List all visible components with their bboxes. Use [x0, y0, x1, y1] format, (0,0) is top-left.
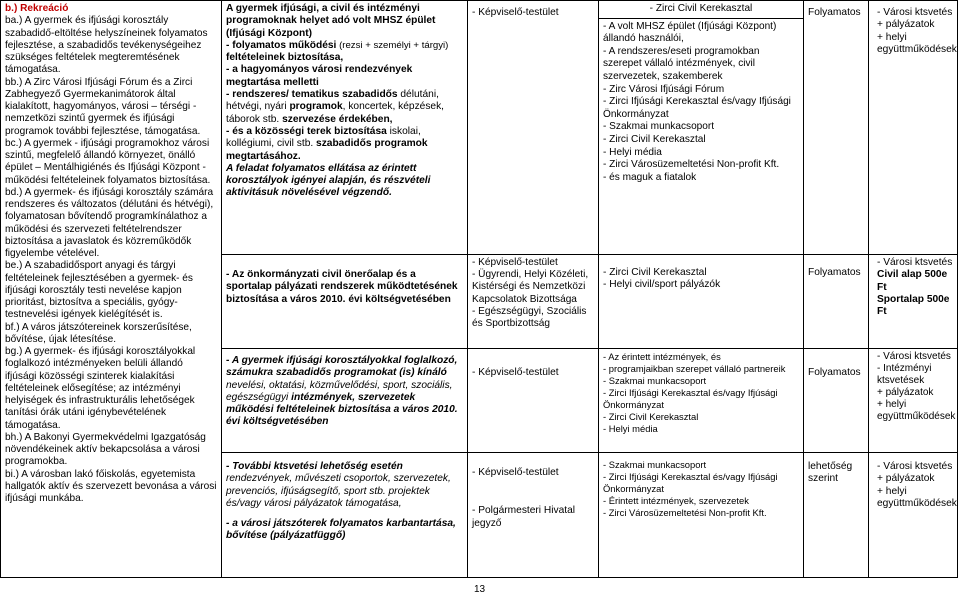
deadline-text: Folyamatos — [808, 267, 861, 278]
deadline-cell — [804, 453, 869, 578]
task-text: - a hagyományos városi rendezvények megtartása melletti — [226, 64, 413, 88]
task-text: délutáni, hétvégi, nyári — [226, 89, 439, 113]
partner-item: - Zirci Civil Kerekasztal — [603, 133, 706, 145]
partner-item: - Zirci Ifjúsági Kerekasztal és/vagy Ifjúsági Önkormányzat — [603, 471, 778, 494]
task-cell — [222, 1, 468, 255]
partner-item: - Szakmai munkacsoport — [603, 375, 707, 386]
funding-item: - Városi ktsvetés — [877, 351, 951, 362]
partner-item: - A rendszeres/eseti programokban szerepet vállaló intézmények, civil szervezetek, szakemberek — [603, 45, 760, 82]
funding-cell — [869, 255, 958, 349]
page-number: 13 — [473, 584, 486, 595]
partner-item: - Szakmai munkacsoport — [603, 459, 707, 470]
deadline-text: Folyamatos — [808, 367, 861, 378]
objective-bf: bf.) A város játszótereinek korszerűsítése, bővítése, újak létesítése. — [5, 321, 192, 345]
responsible-text: - Képviselő-testület — [472, 257, 558, 268]
responsible-text: - Képviselő-testület — [472, 367, 559, 378]
partner-item: - Zirci Civil Kerekasztal — [603, 267, 707, 278]
partner-item: - Zirci Városüzemeltetési Non-profit Kft. — [603, 159, 780, 171]
partner-item: - Helyi média — [603, 423, 658, 434]
objectives-cell — [1, 1, 222, 578]
task-cell — [222, 255, 468, 349]
responsible-text: - Egészségügyi, Szociális és Sportbizottság — [472, 305, 587, 330]
partner-item: - Zirci Ifjúsági Kerekasztal és/vagy Ifjúsági Önkormányzat — [603, 387, 778, 410]
deadline-cell — [804, 1, 869, 255]
task-cell — [222, 453, 468, 578]
partner-item: - és maguk a fiatalok — [603, 171, 697, 183]
responsible-text: - Képviselő-testület — [472, 467, 559, 478]
table-row — [1, 1, 958, 255]
partners-cell — [599, 453, 804, 578]
objective-be: be.) A szabadidősport anyagi és tárgyi feltételeinek fejlesztésében a gyermek- és ifjúsági korosztály testi nevelése kapjon prioritást, biztosítva a speciális, gyógy-testnevelési igények kielégítését is. — [5, 260, 193, 321]
task-cell — [222, 349, 468, 453]
task-text: iskolai, kollégiumi, civil stb. — [226, 125, 421, 150]
task-text: rendezvények, művészeti csoportok, szervezetek, prevenciós, ifjúságsegítő, sport stb. projektek és/vagy városi pályázatok támogatása, — [226, 473, 451, 509]
funding-cell — [869, 1, 958, 255]
task-text: szabadidős programok megtartásához. — [226, 138, 428, 162]
responsible-cell — [468, 255, 599, 349]
objective-bb: bb.) A Zirc Városi Ifjúsági Fórum és a Zirci Zabhegyező Gyermekanimátorok által kialakított, hagyományos, városi – térségi - nemzetközi szintű gyermek és ifjúsági programok további fejlesztése, támogatása. — [5, 76, 201, 137]
objective-ba: ba.) A gyermek és ifjúsági korosztály szabadidő-eltöltése helyszíneinek folyamatos fejlesztése, a szabadidős tevékenységeihez szükséges feltételek megteremtésének támogatása. — [5, 15, 208, 76]
partner-item: - Zirci Városüzemeltetési Non-profit Kft. — [603, 507, 767, 518]
partner-item: - Helyi média — [603, 146, 662, 158]
funding-item: - Városi ktsvetés — [877, 461, 953, 472]
partner-item: - Zirci Civil Kerekasztal — [603, 411, 699, 422]
task-text: - Az önkormányzati civil önerőalap és a sportalap pályázati rendszerek működtetésének biztosítása a város 2010. évi költségvetésében — [226, 269, 458, 305]
objective-bd: bd.) A gyermek- és ifjúsági korosztály számára rendszeres és változatos (délutáni és hétvégi), folyamatosan bővítendő programkínálathoz a működési és szervezeti feltételrendszer biztosítása a javaslatok és közreműködők figyelembe vételével. — [5, 186, 214, 259]
task-text: - További ktsvetési lehetőség esetén — [226, 461, 403, 472]
partner-item: - Helyi civil/sport pályázók — [603, 279, 721, 291]
funding-item: - Városi ktsvetés — [877, 7, 953, 18]
funding-item: Civil alap 500e Ft — [877, 269, 948, 293]
task-heading: A gyermek ifjúsági, a civil és intézményi programoknak helyet adó volt MHSZ épület (Ifjúsági Központ) — [226, 3, 436, 39]
funding-cell — [869, 349, 958, 453]
partner-item: - Zirci Ifjúsági Kerekasztal és/vagy Ifjúsági Önkormányzat — [603, 96, 791, 120]
responsible-cell — [468, 349, 599, 453]
task-text: intézmények, szervezetek működési feltételeinek biztosítása a város 2010. évi költségvetésében — [226, 391, 458, 428]
funding-item: + helyi együttműködések — [877, 399, 956, 422]
task-text: - rendszeres/ tematikus szabadidős — [226, 89, 398, 101]
task-text: , koncertek, képzések, táborok stb. — [226, 101, 445, 125]
funding-item: + pályázatok — [877, 473, 935, 485]
task-text: - a városi játszóterek folyamatos karbantartása, bővítése (pályázatfüggő) — [226, 518, 456, 542]
task-text: nevelési, oktatási, közművelődési, sport, szociális, egészségügyi — [226, 379, 453, 403]
funding-item: + pályázatok — [877, 387, 934, 398]
responsible-text: - Polgármesteri Hivatal jegyző — [472, 505, 576, 529]
deadline-text: lehetőség szerint — [808, 461, 853, 485]
funding-item: - Intézményi ktsvetések — [877, 363, 932, 386]
task-text: - és a közösségi terek biztosítása — [226, 125, 387, 137]
partners-header: - Zirci Civil Kerekasztal — [649, 3, 753, 14]
deadline-text: Folyamatos — [808, 7, 861, 18]
funding-item: + helyi együttműködések — [877, 485, 957, 509]
partner-item: - A volt MHSZ épület (Ifjúsági Központ) állandó használói, — [603, 20, 777, 45]
objective-bi: bi.) A városban lakó főiskolás, egyetemista hallgatók aktív és szervezett bevonása a városi ifjúsági munkába. — [5, 468, 217, 504]
deadline-cell — [804, 349, 869, 453]
deadline-cell — [804, 255, 869, 349]
task-text: szervezése érdekében, — [282, 113, 393, 125]
partner-item: - programjaikban szerepet vállaló partnereik — [603, 363, 786, 374]
partners-cell — [599, 1, 804, 255]
task-text: - folyamatos működési — [226, 39, 337, 51]
partners-cell — [599, 255, 804, 349]
task-text: (rezsi + személyi + tárgyi) — [336, 39, 449, 51]
partner-item: - Szakmai munkacsoport — [603, 121, 715, 133]
partner-item: - Zirc Városi Ifjúsági Fórum — [603, 83, 725, 95]
funding-item: + pályázatok — [877, 19, 935, 31]
objective-bg: bg.) A gyermek- és ifjúsági korosztályokkal foglalkozó intézményeken belüli állandó ifjúsági közösségi szinterek kialakítási feltételeinek elősegítése; az intézményi helyiségek és infrastrukturális lehetőségek tanítási órák utáni igénybevételének támogatása. — [5, 346, 196, 431]
objective-bh: bh.) A Bakonyi Gyermekvédelmi Igazgatóság növendékeinek aktív bekapcsolása a városi programokba. — [5, 431, 206, 468]
funding-item: + helyi együttműködések — [877, 31, 957, 55]
partner-item: - Érintett intézmények, szervezetek — [603, 495, 749, 506]
partners-cell — [599, 349, 804, 453]
responsible-text: - Képviselő-testület — [472, 7, 559, 18]
section-title: b.) Rekreáció — [5, 3, 69, 14]
funding-cell — [869, 453, 958, 578]
objective-bc: bc.) A gyermek - ifjúsági programokhoz városi szintű, megfelelő állandó környezet, önálló épület – Mentálhigiénés és Ifjúsági Központ - működési feltételeinek folyamatos biztosítása. — [5, 137, 211, 186]
task-text: feltételeinek biztosítása, — [226, 52, 344, 64]
task-text: programok — [289, 101, 343, 113]
responsible-cell — [468, 1, 599, 255]
task-note: A feladat folyamatos ellátása az érintett korosztályok igényei alapján, és részvételi aktivitásuk növelésével végzendő. — [226, 162, 431, 199]
responsible-text: - Ügyrendi, Helyi Közéleti, Kistérségi és Nemzetközi Kapcsolatok Bizottsága — [472, 269, 589, 305]
funding-item: - Városi ktsvetés — [877, 257, 953, 268]
funding-item: Sportalap 500e Ft — [877, 293, 950, 318]
responsible-cell — [468, 453, 599, 578]
partner-item: - Az érintett intézmények, és — [603, 351, 721, 362]
task-text: - A gyermek ifjúsági korosztályokkal foglalkozó, számukra szabadidős programokat (is) kínáló — [226, 355, 458, 379]
